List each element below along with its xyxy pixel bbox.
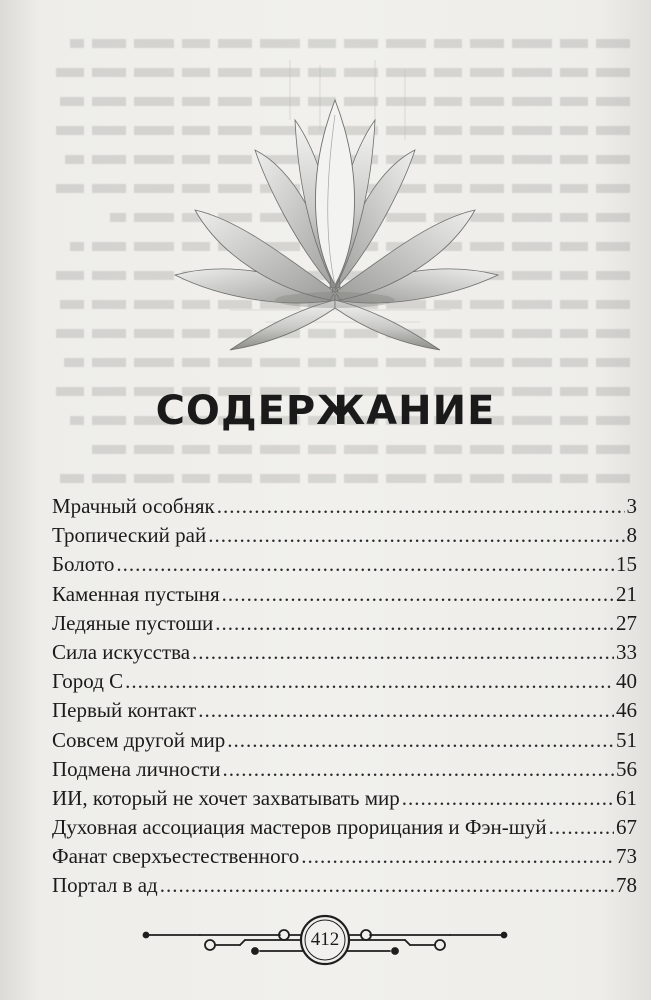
toc-entry[interactable]: [52, 523, 637, 552]
toc-entry-page: 15: [616, 552, 637, 577]
leader-dots: [116, 552, 614, 577]
toc-entry[interactable]: [52, 728, 637, 757]
toc-entry[interactable]: [52, 494, 637, 523]
leader-dots: [160, 873, 614, 898]
toc-entry[interactable]: [52, 815, 637, 844]
toc-entry-page: 56: [616, 756, 637, 781]
lotus-flower-icon: [170, 60, 500, 360]
toc-entry-title: Подмена личности: [52, 756, 221, 781]
toc-entry[interactable]: [52, 611, 637, 640]
toc-entry[interactable]: [52, 640, 637, 669]
leader-dots: [192, 640, 614, 665]
page-number: 412: [310, 929, 340, 950]
toc-entry-page: 27: [616, 610, 637, 635]
toc-entry-page: 33: [616, 639, 637, 664]
toc-entry-page: 21: [616, 581, 637, 606]
toc-entry-title: ИИ, который не хочет захватывать мир: [52, 785, 400, 810]
toc-entry-title: Первый контакт: [52, 698, 197, 723]
toc-entry-title: Мрачный особняк: [52, 494, 215, 518]
leader-dots: [125, 669, 614, 694]
toc-entry-page: 51: [616, 727, 637, 752]
toc-entry[interactable]: [52, 698, 637, 727]
leader-dots: [222, 582, 614, 607]
toc-entry-title: Каменная пустыня: [52, 581, 220, 606]
toc-entry-title: Фанат сверхъестественного: [52, 844, 300, 869]
toc-entry-page: 8: [626, 523, 637, 548]
leader-dots: [215, 611, 614, 636]
toc-entry-page: 40: [616, 669, 637, 694]
toc-entry-page: 46: [616, 698, 637, 723]
toc-entry-page: 3: [626, 494, 637, 518]
toc-entry[interactable]: [52, 669, 637, 698]
toc-entry-title: Духовная ассоциация мастеров прорицания и Фэн-шуй: [52, 815, 547, 840]
leader-dots: [222, 757, 614, 782]
toc-entry-title: Сила искусства: [52, 639, 191, 664]
toc-entry-page: 61: [616, 785, 637, 810]
leader-dots: [402, 786, 614, 811]
toc-entry[interactable]: [52, 757, 637, 786]
leader-dots: [227, 728, 614, 753]
leader-dots: [198, 698, 614, 723]
toc-entry-title: Болото: [52, 552, 115, 577]
toc-entry-title: Совсем другой мир: [52, 727, 226, 752]
toc-entry-page: 78: [616, 873, 637, 898]
toc-entry[interactable]: [52, 786, 637, 815]
toc-entry[interactable]: [52, 552, 637, 581]
leader-dots: [208, 523, 624, 548]
toc-entry-title: Тропический рай: [52, 523, 207, 548]
page-footer: [140, 912, 510, 968]
toc-entry[interactable]: [52, 582, 637, 611]
leader-dots: [301, 844, 614, 869]
toc-entry[interactable]: [52, 844, 637, 873]
toc-entry-title: Город С: [52, 669, 124, 694]
toc-entry[interactable]: [52, 873, 637, 902]
table-of-contents: [52, 494, 637, 903]
toc-entry-page: 67: [616, 815, 637, 840]
leader-dots: [217, 494, 625, 519]
toc-entry-title: Ледяные пустоши: [52, 610, 214, 635]
leader-dots: [549, 815, 614, 840]
toc-entry-title: Портал в ад: [52, 873, 158, 898]
toc-entry-page: 73: [616, 844, 637, 869]
toc-title: СОДЕРЖАНИЕ: [155, 388, 496, 434]
